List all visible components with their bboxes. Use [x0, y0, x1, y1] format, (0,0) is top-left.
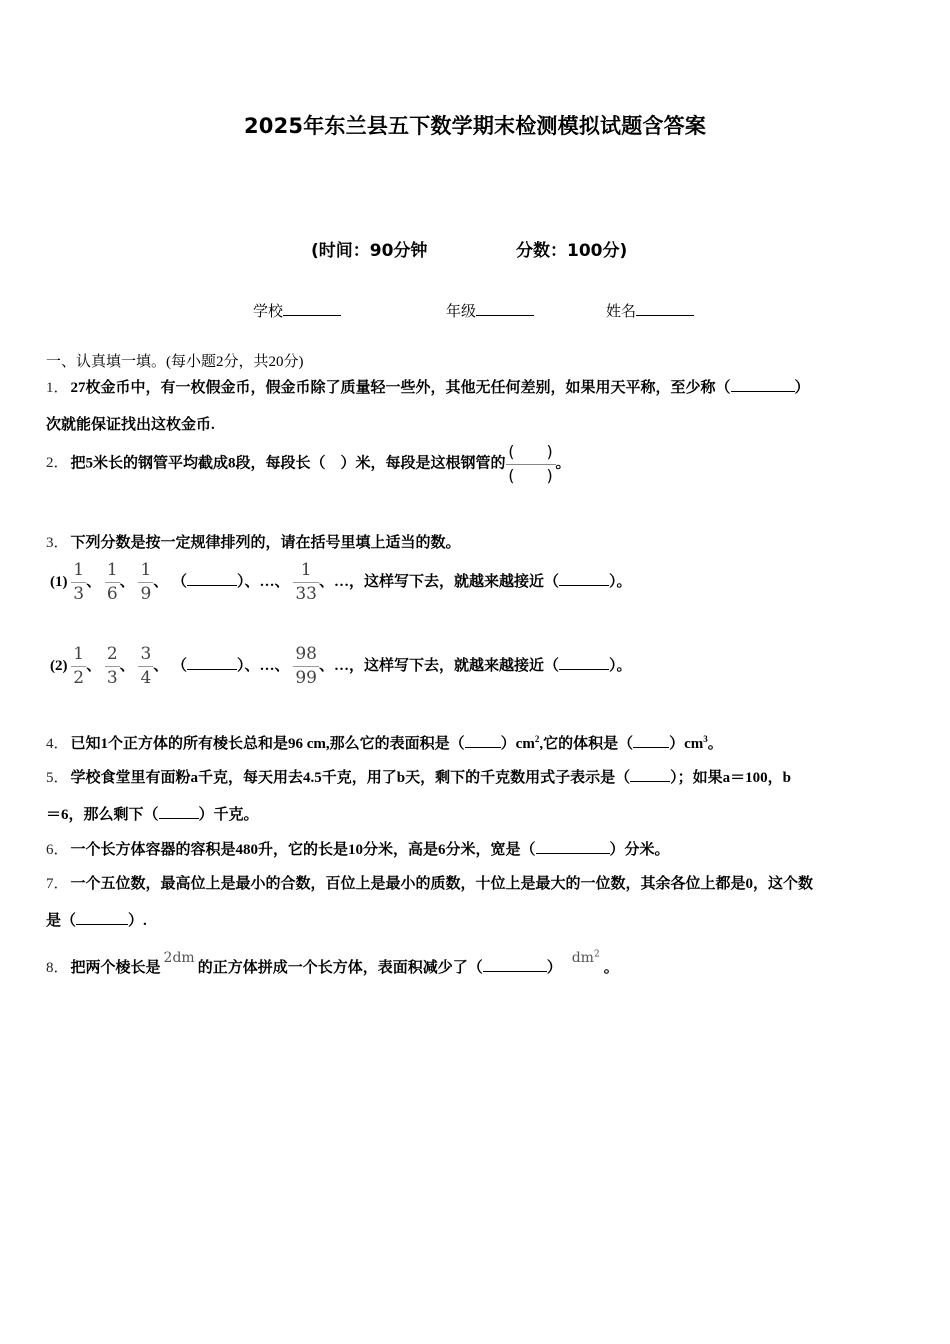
question-5: 5． 学校食堂里有面粉a千克，每天用去4.5千克，用了b天，剩下的千克数用式子表示是（ ）；如果a＝100，b [46, 770, 791, 786]
question-1 [46, 376, 810, 397]
school-blank[interactable] [283, 301, 341, 316]
document-title: 2025年东兰县五下数学期末检测模拟试题含答案 [243, 114, 707, 138]
info-label-name: 姓名 [606, 302, 637, 320]
question-text: 把5米长的钢管平均截成8段，每段长（ ）米，每段是这根钢管的 [70, 455, 506, 472]
question-number: 2． [46, 455, 69, 472]
question-text: 下列分数是按一定规律排列的，请在括号里填上适当的数。 [70, 535, 461, 551]
answer-blank-q4a[interactable] [465, 735, 501, 748]
question-8: 8． 把两个棱长是2dm的正方体拼成一个长方体，表面积减少了（ ）$dm^2$。 [46, 949, 619, 976]
fraction-numerator-blank[interactable]: ( ) [508, 442, 553, 461]
question-number: 6． [46, 842, 69, 858]
score-label: 分数：100分) [516, 241, 628, 261]
answer-blank-q1[interactable] [731, 379, 795, 392]
info-label-school: 学校 [253, 302, 284, 320]
answer-blank-q3-2b[interactable] [559, 657, 609, 670]
fraction: $\frac{3}{4}$ [140, 644, 152, 688]
unit-dm2: $dm^2$ [571, 949, 600, 966]
question-number: 8． [46, 960, 69, 976]
part-label: (2) [50, 657, 68, 674]
answer-blank-q7[interactable] [76, 912, 128, 925]
question-2 [46, 444, 571, 484]
fraction: $\frac{98}{99}$ [295, 644, 317, 688]
fraction: $\frac{1}{3}$ [73, 560, 85, 604]
answer-blank-q3-1b[interactable] [559, 573, 609, 586]
info-label-grade: 年级 [446, 302, 477, 320]
question-3-part-2: (2) $\frac{1}{2}$ 、 $\frac{2}{3}$ 、 $\frac{3}{4}$ 、 （ ）、…、 $\frac{98}{99}$ 、…，这样写下去，就越来越接近（ ）。 [50, 644, 632, 688]
answer-blank-q3-2a[interactable] [187, 657, 237, 670]
fraction: $\frac{1}{6}$ [106, 560, 118, 604]
unit-2dm: 2dm [163, 950, 195, 966]
section-heading: 一、认真填一填。(每小题2分，共20分) [46, 354, 304, 370]
question-3-part-1: (1) $\frac{1}{3}$ 、 $\frac{1}{6}$ 、 $\frac{1}{9}$ 、 （ ）、…、 $\frac{1}{33}$ 、…，这样写下去，就越来越接近（ ）。 [50, 560, 632, 604]
info-field-name[interactable] [606, 300, 694, 321]
answer-blank-q8[interactable] [483, 959, 547, 972]
info-field-school[interactable] [253, 300, 341, 321]
name-blank[interactable] [636, 301, 694, 316]
question-number: 5． [46, 770, 69, 786]
question-number: 1． [46, 380, 69, 396]
fraction-answer-q2[interactable] [506, 444, 556, 484]
fraction-denominator-blank[interactable]: ( ) [508, 466, 553, 485]
question-7-line2: 是（ ）. [46, 913, 147, 929]
question-1-line2: 次就能保证找出这枚金币. [46, 417, 215, 433]
answer-blank-q4b[interactable] [633, 735, 669, 748]
question-4: 4． 已知1个正方体的所有棱长总和是96 cm,那么它的表面积是（ ）$cm^2$,它的体积是（ ）$cm^3$。 [46, 734, 723, 752]
question-text: 27枚金币中，有一枚假金币，假金币除了质量轻一些外，其他无任何差别，如果用天平称，至少称（ [70, 380, 731, 396]
answer-blank-q6[interactable] [536, 841, 610, 854]
question-6: 6． 一个长方体容器的容积是480升，它的长是10分米，高是6分米，宽是（ ）分米。 [46, 842, 670, 858]
question-7: 7． 一个五位数，最高位上是最小的合数，百位上是最小的质数，十位上是最大的一位数，其余各位上都是0，这个数 [46, 876, 814, 892]
info-field-grade[interactable] [446, 300, 534, 321]
question-number: 4． [46, 736, 69, 752]
question-text: ） [794, 380, 810, 396]
question-3 [46, 531, 461, 552]
fraction: $\frac{1}{2}$ [73, 644, 85, 688]
fraction: $\frac{1}{33}$ [295, 560, 317, 604]
time-label: (时间：90分钟 [311, 241, 428, 261]
part-label: (1) [50, 573, 68, 590]
grade-blank[interactable] [476, 301, 534, 316]
fraction: $\frac{2}{3}$ [106, 644, 118, 688]
answer-blank-q3-1a[interactable] [187, 573, 237, 586]
answer-blank-q5b[interactable] [159, 806, 199, 819]
question-5-line2: ＝6，那么剩下（ ）千克。 [46, 807, 259, 823]
answer-blank-q5a[interactable] [630, 769, 670, 782]
question-number: 3． [46, 535, 69, 551]
question-text: 。 [555, 455, 571, 472]
question-number: 7． [46, 876, 69, 892]
fraction: $\frac{1}{9}$ [140, 560, 152, 604]
